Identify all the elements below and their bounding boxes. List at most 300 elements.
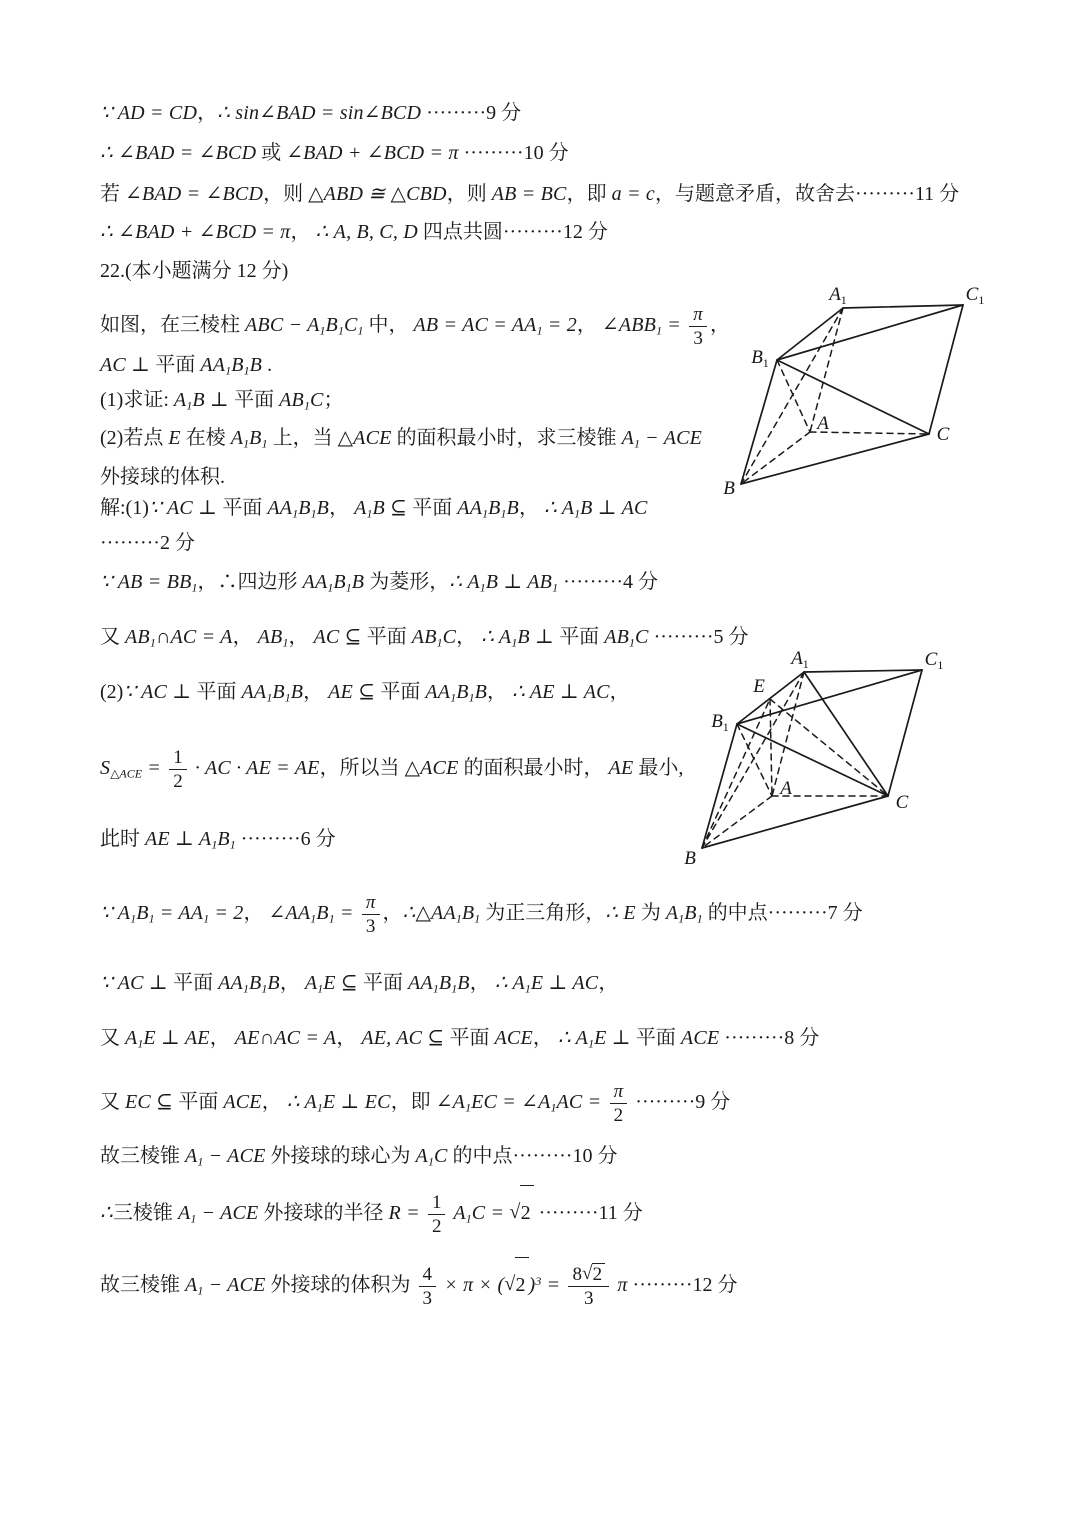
text-run: 或 [256,142,287,164]
text-run: 平面 [363,972,409,994]
math-run: AB [411,626,437,648]
math-run: B [249,427,262,449]
text-line-9 [100,423,702,458]
math-run: ∴ A [557,1027,589,1049]
math-run: B [248,972,262,994]
math-run: ∴ ∠BAD = ∠BCD [100,142,257,164]
math-run: ∵ AB = BB [100,571,192,593]
math-run: △ACE [404,757,459,779]
text-run: ，∴四边形 [197,571,303,593]
radical-sign: √ [509,1201,521,1223]
vertex-label-B: B [684,848,696,869]
text-run: ， [532,1027,558,1049]
text-line-11 [100,493,648,528]
text-run: ， [279,972,305,994]
subscript: 1 [450,690,457,705]
math-run: ∴ AE ⊥ AC [512,681,610,703]
text-line-5 [100,256,288,286]
subscript: 1 [229,837,236,852]
subscript: 1 [319,323,326,338]
text-run: 的面积最小时， [458,757,609,779]
text-run: ， [576,314,602,336]
math-run: ∵ AD = CD [100,102,198,124]
subscript: 1 [482,506,489,521]
text-run: 故三棱锥 [100,1145,185,1167]
math-run: B [488,497,501,519]
text-run: ， [456,626,482,648]
vertex-label-B: B [723,478,735,499]
math-run: = 2 [209,902,244,924]
edge-B1-B [741,360,777,484]
math-run: AE, AC ⊆ [361,1027,450,1049]
math-run: ACE [680,1027,720,1049]
math-run: B [272,681,285,703]
math-run: C [442,626,457,648]
math-run: B ⊥ AB [485,571,553,593]
fraction-numerator [610,1081,628,1104]
radicand: 2 [520,1185,534,1240]
edge-A1-C [804,672,888,796]
edge-B1-C1 [777,305,963,360]
text-run: ·········5 分 [648,626,749,648]
fraction-numerator [568,1263,609,1287]
math-run: B [231,354,244,376]
text-run: ， [336,1027,362,1049]
text-run: ； [323,389,344,411]
math-run: ∴ A [286,1091,317,1113]
text-line-3 [100,179,959,209]
math-run: E ⊥ [594,1027,636,1049]
text-run: 2 [431,1215,442,1237]
math-run: = [662,314,687,336]
subscript: 1 [316,1100,323,1115]
radical [504,1257,528,1312]
text-run: 4 [422,1263,433,1285]
text-run: ·········2 分 [100,532,195,554]
vertex-label-C: C [895,792,909,813]
text-run: ， [209,1027,235,1049]
text-line-18 [100,886,863,945]
text-line-4 [100,217,608,247]
subscript: 1 [468,690,475,705]
subscript: 1 [149,635,156,650]
radicand: 2 [592,1263,606,1285]
edge-A1-B1 [777,308,843,360]
text-line-19 [100,968,618,1003]
text-run: ， [518,497,544,519]
fraction-numerator [428,1192,446,1215]
text-run: ， [290,221,316,243]
edge-B1-B [702,724,737,848]
math-run: AC = [556,1091,607,1113]
subscript: 1 [191,580,198,595]
text-run: ， [382,902,403,924]
text-run: ， [709,314,730,336]
subscript: 1 [474,911,481,926]
math-run: AB [125,626,150,648]
math-run: π [365,891,376,913]
math-run: ∴ A, B, C, D [315,221,418,243]
math-run: B [456,681,469,703]
text-line-7 [100,350,272,385]
math-run: C [343,314,358,336]
radical-sign: √ [504,1273,516,1295]
text-run: 8 [572,1264,582,1286]
math-run: B [316,497,330,519]
text-run: ·········8 分 [719,1027,820,1049]
text-line-21 [100,1075,730,1134]
text-run: ， [609,681,630,703]
text-run: 又 [100,1091,125,1113]
text-run: . [262,354,273,376]
text-line-14 [100,622,749,657]
vertex-label-C1: $C_1$ [924,649,944,672]
radical [582,1263,605,1285]
math-run: AE ⊥ A [145,828,212,850]
math-run: C [635,626,649,648]
text-run: (2) [100,681,124,703]
edge-A-B [702,796,772,848]
math-run: A [448,1202,466,1224]
math-run: AA [408,972,433,994]
subscript: 1 [357,323,364,338]
math-run: ∠BAD + ∠BCD = π [286,142,459,164]
subscript: 1 [225,363,232,378]
text-run: ·········9 分 [630,1091,731,1113]
subscript: 1 [197,1154,204,1169]
subscript: 1 [511,635,518,650]
math-run: ∵ AC ⊥ [100,972,174,994]
math-run: C [433,1145,448,1167]
text-line-22 [100,1141,617,1176]
text-run: ·········9 分 [421,102,522,124]
subscript: 1 [310,911,317,926]
math-run: B [290,681,304,703]
math-run: A [415,1145,428,1167]
math-run: B ⊥ [192,389,235,411]
math-run: AA [218,972,243,994]
math-run: S [100,757,111,779]
text-run: 平面 [173,972,219,994]
text-run: 平面 [380,681,426,703]
text-run: 平面 [222,497,268,519]
text-run: 又 [100,1027,125,1049]
math-run: AB [257,626,283,648]
math-run: AE ⊆ [328,681,381,703]
math-run: A [230,427,244,449]
text-line-10 [100,462,225,492]
math-run: ∵ AC ⊥ [148,497,223,519]
text-run: 平面 [196,681,242,703]
subscript: 1 [656,323,663,338]
math-run: △ACE [337,427,392,449]
math-run: E ⊆ [323,972,364,994]
text-run: ， [243,902,269,924]
text-line-16 [100,741,683,800]
subscript: 1 [633,436,640,451]
math-run: C = [471,1202,510,1224]
edge-B-C [741,434,929,484]
text-run: 为菱形， [364,571,450,593]
math-run: B [684,902,697,924]
math-run: E ⊥ AC [530,972,599,994]
text-run: (1)求证: [100,389,174,411]
text-run: 三棱锥 [112,1202,178,1224]
subscript: 1 [310,506,317,521]
text-run: ，即 [390,1091,436,1113]
fraction-denominator [169,770,187,792]
math-run: AA [425,681,451,703]
text-run: ·········6 分 [235,828,336,850]
subscript: 1 [317,981,324,996]
subscript: 1 [203,911,210,926]
subscript: 1 [282,635,289,650]
fraction-denominator [568,1287,609,1309]
subscript: 1 [451,981,458,996]
fraction-numerator [419,1264,437,1287]
math-run: − ACE [639,427,703,449]
math-run: B [316,902,329,924]
fraction-denominator [428,1215,446,1237]
fraction [169,747,187,793]
math-run: a = c [611,183,655,205]
math-run: B [474,681,488,703]
subscript: 1 [574,506,581,521]
vertex-label-A: A [780,778,792,799]
text-run: ·········10 分 [458,142,569,164]
math-run: B ⊥ AC [580,497,648,519]
math-run: = [541,1274,566,1296]
subscript: 1 [266,690,273,705]
fraction-numerator [169,747,187,770]
text-run: 如图，在三棱柱 [100,314,245,336]
text-run: ， [232,626,258,648]
math-run: A [125,1027,138,1049]
text-line-13 [100,567,658,602]
text-run: ， [261,1091,287,1113]
math-run: B ⊥ [517,626,560,648]
subscript: 1 [211,837,218,852]
subscript: 1 [432,981,439,996]
math-run: · AC · AE = AE [189,757,320,779]
edge-A1-B [702,672,804,848]
edge-B1-C [777,360,929,434]
edge-C-C1 [929,305,963,434]
math-run: = [334,902,359,924]
text-run: 的中点·········10 分 [447,1145,618,1167]
text-run: 解:(1) [100,497,149,519]
subscript: 1 [327,580,334,595]
text-line-6 [100,298,730,357]
vertex-label-A1: $A_1$ [791,648,809,671]
math-run: A [185,1274,198,1296]
math-run: B [438,972,452,994]
fraction [610,1081,628,1127]
edge-B-C [702,796,888,848]
subscript: 1 [261,436,268,451]
vertex-label-B1: $B_1$ [751,347,769,370]
text-run: 2 [613,1104,624,1126]
text-run: ， [329,497,355,519]
text-run: 中， [363,314,414,336]
vertex-label-C1: $C_1$ [965,284,985,307]
math-run: ∴ A [481,626,512,648]
superscript: 3 [535,1274,542,1288]
vertex-label-E: E [753,676,765,697]
text-run: ，则 [446,183,492,205]
math-run: B [136,902,149,924]
math-run: B [333,571,346,593]
math-run: A [185,1145,198,1167]
subscript: 1 [197,1283,204,1298]
math-run: ∵ A [100,902,131,924]
subscript: 1 [678,911,685,926]
math-run: B [506,497,519,519]
text-run: ， [197,102,218,124]
subscript: 1 [328,911,335,926]
subscript: 1 [588,1036,595,1051]
math-run: ABC − A [245,314,320,336]
text-run: 平面 [178,1091,224,1113]
math-run: ∴△AA [402,902,456,924]
edge-A1-B [741,308,843,484]
math-run: ∠BAD = ∠BCD [125,183,264,205]
subscript: 1 [337,323,344,338]
math-run: A [354,497,367,519]
math-run: = [142,757,167,779]
math-run: AC ⊆ [313,626,367,648]
subscript: 1 [190,1211,197,1226]
text-run: (2)若点 [100,427,169,449]
text-run: 此时 [100,828,145,850]
math-run: E ⊥ EC [322,1091,391,1113]
subscript: 1 [552,580,559,595]
text-line-23 [100,1185,643,1245]
vertex-label-A: A [817,413,829,434]
text-run: 故三棱锥 [100,1274,185,1296]
math-run: ∩AC = A [155,626,233,648]
math-run: E [168,427,181,449]
text-run: 外接球的体积为 [265,1274,416,1296]
math-run: ∠A [435,1091,466,1113]
subscript: 1 [345,580,352,595]
math-run: − ACE [203,1145,266,1167]
edge-A1-C1 [804,670,922,672]
text-run: 外接球的半径 [258,1202,389,1224]
math-run: EC = ∠A [471,1091,551,1113]
math-run: B [457,972,470,994]
text-run: 在棱 [180,427,231,449]
subscript: 1 [629,635,636,650]
text-line-20 [100,1023,819,1058]
text-run: 2 [173,770,183,792]
subscript: 1 [303,398,310,413]
math-run: A [177,1202,191,1224]
text-run: ， [487,681,513,703]
math-run: AA [267,497,293,519]
vertex-label-C: C [936,424,950,445]
math-run: ∴ A [494,972,525,994]
text-run: 22.(本小题满分 12 分) [100,260,289,282]
math-run: C [309,389,324,411]
subscript: 1 [261,981,268,996]
text-line-15 [100,677,630,712]
fraction [362,892,380,938]
subscript: 1 [292,506,299,521]
text-run: 平面 [449,1027,495,1049]
math-run: A [621,427,634,449]
subscript: 1 [436,635,443,650]
vertex-label-B1: $B_1$ [711,711,729,734]
subscript: 1 [536,323,543,338]
text-run: 的中点·········7 分 [702,902,863,924]
math-run: π [612,1274,628,1296]
math-run: × π × ( [439,1274,505,1296]
text-run: 3 [365,915,376,937]
edge-C-C1 [888,670,922,796]
text-run: 平面 [559,626,605,648]
math-run: A [173,389,187,411]
text-run: 平面 [635,1027,681,1049]
edge-B1-A [737,724,772,796]
text-line-1 [100,98,521,128]
math-run: ACE [223,1091,262,1113]
edge-B1-A [777,360,810,432]
math-run: A [665,902,679,924]
math-run: π [613,1080,624,1102]
subscript: 1 [242,981,249,996]
math-run: AA [457,497,483,519]
math-run: ∴ ∠BAD + ∠BCD = π [100,221,291,243]
math-run: π [693,303,703,325]
fraction [419,1264,437,1310]
subscript: 1 [427,1154,434,1169]
text-run: ·········4 分 [558,571,659,593]
subscript: 1 [243,363,250,378]
math-run: ACE [494,1027,533,1049]
subscript: 1 [186,398,193,413]
subscript: △ACE [110,766,143,781]
math-run: AE∩AC = A [234,1027,337,1049]
text-run: 平面 [412,497,458,519]
fraction [428,1192,446,1238]
math-run: ∴ E [605,902,636,924]
vertex-label-A1: $A_1$ [829,284,847,307]
text-run: ，与题意矛盾，故舍去·········11 分 [654,183,960,205]
subscript: 1 [465,1100,472,1115]
math-run: B [461,902,475,924]
subscript: 1 [696,911,703,926]
subscript: 1 [130,911,137,926]
subscript: 1 [284,690,291,705]
math-run: B [351,571,365,593]
math-run: B [217,828,230,850]
fraction-denominator [362,915,380,937]
fraction [568,1263,609,1310]
text-run: 平面 [155,354,201,376]
math-run: B ⊆ [372,497,413,519]
subscript: 1 [465,1211,472,1226]
math-run: B [325,314,338,336]
fraction-numerator [362,892,380,915]
text-run: ·········12 分 [627,1274,738,1296]
text-run: 的面积最小时，求三棱锥 [391,427,622,449]
math-run: ) [528,1274,536,1296]
text-line-17 [100,824,336,859]
subscript: 1 [148,911,155,926]
math-run: ∴ A [449,571,480,593]
text-run: ，所以当 [319,757,405,779]
